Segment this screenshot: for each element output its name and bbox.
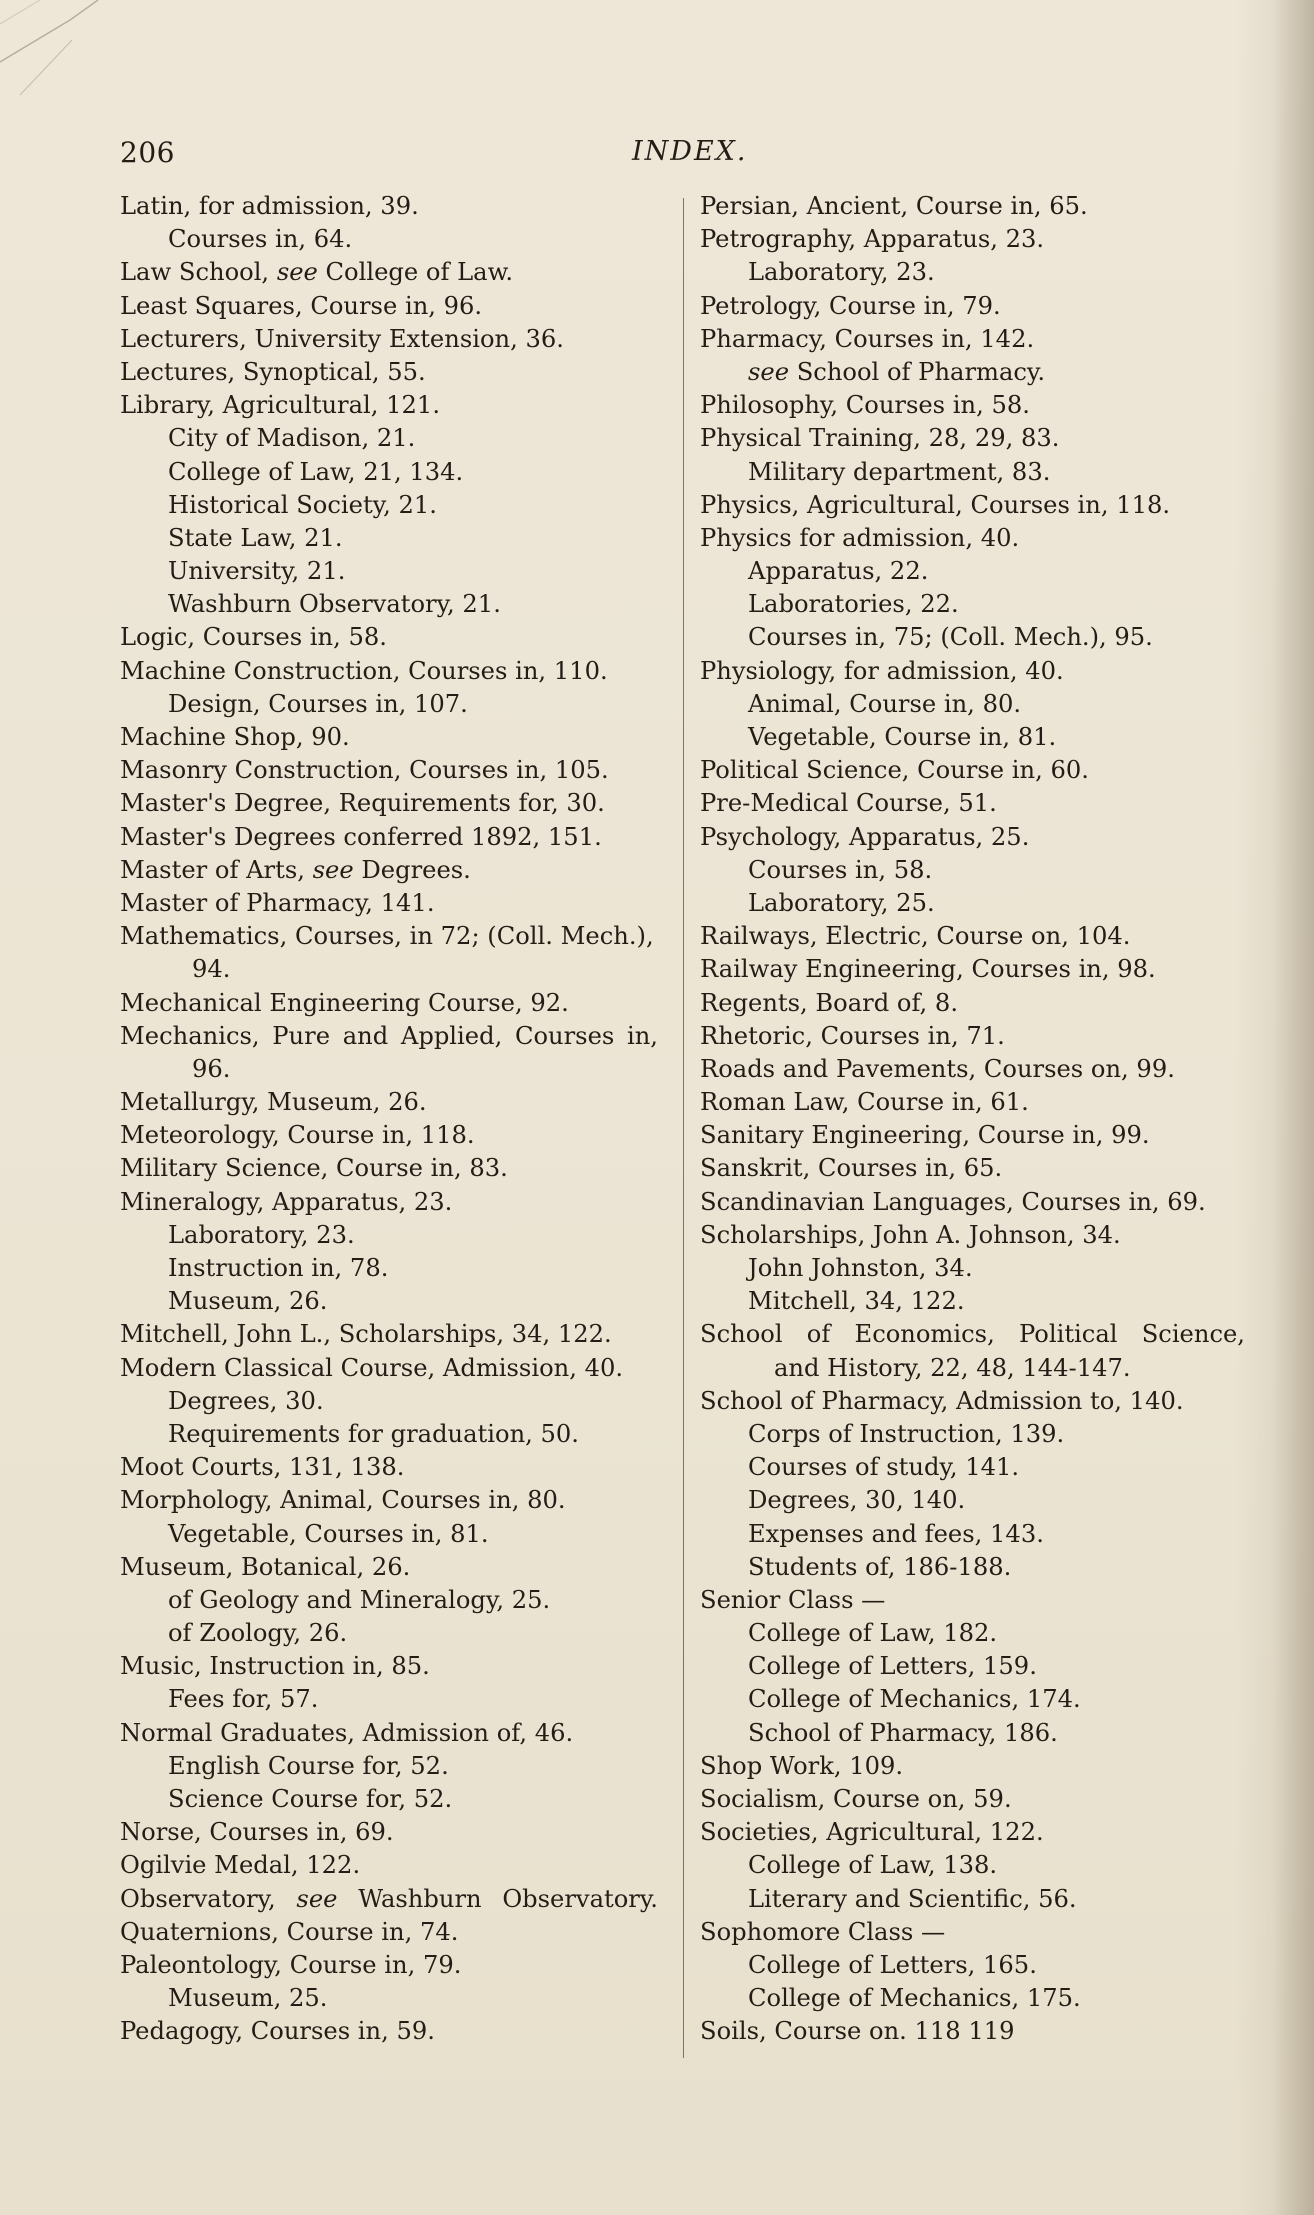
- index-entry: [700, 1318, 1245, 1351]
- index-entry: [120, 1484, 680, 1517]
- entry-text: Physics for admission, 40.: [700, 523, 1020, 552]
- index-entry: [700, 356, 1260, 389]
- entry-text: Moot Courts, 131, 138.: [120, 1453, 405, 1482]
- entry-text: Physiology, for admission, 40.: [700, 656, 1064, 685]
- entry-text: Sanskrit, Courses in, 65.: [700, 1154, 1003, 1183]
- index-entry: [120, 1053, 680, 1086]
- index-entry: [700, 323, 1260, 356]
- index-entry: [700, 489, 1260, 522]
- entry-text: Master of Arts,: [120, 855, 313, 884]
- entry-text: Soils, Course on. 118 119: [700, 2017, 1015, 2046]
- index-entry: [120, 1086, 680, 1119]
- entry-see-reference: see: [276, 258, 318, 287]
- index-entry: [700, 1849, 1260, 1882]
- entry-text: Machine Shop, 90.: [120, 723, 350, 751]
- entry-text: Fees for, 57.: [168, 1685, 319, 1714]
- entry-text: of Zoology, 26.: [168, 1619, 348, 1648]
- entry-text: Roads and Pavements, Courses on, 99.: [700, 1054, 1175, 1083]
- index-entry: [120, 1285, 680, 1318]
- entry-text: College of Mechanics, 175.: [748, 1984, 1081, 2013]
- index-entry: [700, 1119, 1260, 1152]
- entry-text: Pre-Medical Course, 51.: [700, 789, 997, 818]
- entry-text: College of Law, 182.: [748, 1619, 998, 1648]
- entry-text: Apparatus, 22.: [748, 557, 929, 586]
- entry-text: Physical Training, 28, 29, 83.: [700, 424, 1060, 453]
- entry-text: English Course for, 52.: [168, 1751, 449, 1780]
- entry-text: Machine Construction, Courses in, 110.: [120, 656, 608, 685]
- entry-text: Museum, 25.: [168, 1984, 328, 2013]
- entry-text: Metallurgy, Museum, 26.: [120, 1088, 427, 1117]
- entry-text: Historical Society, 21.: [168, 490, 437, 519]
- page-edge-shadow: [1272, 0, 1314, 2215]
- entry-text: Philosophy, Courses in, 58.: [700, 391, 1030, 420]
- index-entry: [700, 821, 1260, 854]
- entry-see-reference: see: [748, 357, 790, 386]
- entry-text: Military Science, Course in, 83.: [120, 1154, 508, 1183]
- entry-text: Lectures, Synoptical, 55.: [120, 357, 426, 386]
- entry-text: Persian, Ancient, Course in, 65.: [700, 192, 1088, 220]
- index-entry: [120, 190, 680, 223]
- entry-text: College of Mechanics, 174.: [748, 1685, 1081, 1714]
- entry-text: Latin, for admission, 39.: [120, 192, 419, 220]
- index-entry: [700, 1916, 1260, 1949]
- index-entry: [700, 2015, 1260, 2048]
- entry-text: Modern Classical Course, Admission, 40.: [120, 1353, 624, 1382]
- entry-text: Pedagogy, Courses in, 59.: [120, 2017, 435, 2046]
- index-entry: [120, 1750, 680, 1783]
- index-entry: [700, 1783, 1260, 1816]
- index-entry: [120, 1418, 680, 1451]
- entry-text: Normal Graduates, Admission of, 46.: [120, 1718, 574, 1747]
- entry-text: Mathematics, Courses, in 72; (Coll. Mech.),: [120, 922, 654, 951]
- index-entry: [120, 887, 680, 920]
- entry-text: Laboratory, 25.: [748, 888, 935, 917]
- index-entry: [700, 1650, 1260, 1683]
- entry-text: Senior Class —: [700, 1585, 886, 1614]
- index-entry: [700, 920, 1260, 953]
- entry-text: City of Madison, 21.: [168, 424, 416, 453]
- index-entry: [700, 223, 1260, 256]
- index-entry: [120, 1916, 680, 1949]
- index-entry: [120, 290, 680, 323]
- entry-text: Lecturers, University Extension, 36.: [120, 324, 564, 353]
- entry-text: Roman Law, Course in, 61.: [700, 1088, 1029, 1117]
- index-entry: [120, 1883, 658, 1916]
- index-entry: [700, 1285, 1260, 1318]
- index-entry: [700, 190, 1260, 223]
- entry-text: Laboratory, 23.: [168, 1220, 355, 1249]
- entry-text: Museum, Botanical, 26.: [120, 1552, 411, 1581]
- entry-see-reference: see: [312, 855, 354, 884]
- entry-text: Mitchell, John L., Scholarships, 34, 122.: [120, 1320, 612, 1349]
- index-entry: [120, 1717, 680, 1750]
- entry-text: Societies, Agricultural, 122.: [700, 1818, 1044, 1847]
- index-entry: [700, 1219, 1260, 1252]
- entry-see-reference: see: [296, 1884, 338, 1913]
- entry-text: Pharmacy, Courses in, 142.: [700, 324, 1035, 353]
- index-entry: [120, 1551, 680, 1584]
- index-entry: [120, 1451, 680, 1484]
- index-entry: [120, 1584, 680, 1617]
- index-entry: [700, 256, 1260, 289]
- index-entry: [120, 1683, 680, 1716]
- entry-text: Sophomore Class —: [700, 1917, 946, 1946]
- entry-text: Petrology, Course in, 79.: [700, 291, 1001, 320]
- entry-text: Literary and Scientific, 56.: [748, 1884, 1077, 1913]
- index-entry: [120, 1020, 658, 1053]
- entry-text: John Johnston, 34.: [748, 1254, 973, 1282]
- entry-text: Petrography, Apparatus, 23.: [700, 225, 1045, 254]
- index-entry: [120, 854, 680, 887]
- index-entry: [700, 1949, 1260, 1982]
- index-entry: [700, 1551, 1260, 1584]
- entry-text: Expenses and fees, 143.: [748, 1519, 1044, 1548]
- entry-text: Mechanics, Pure and Applied, Courses in,: [120, 1021, 658, 1050]
- index-entry: [700, 1883, 1260, 1916]
- index-entry: [700, 1617, 1260, 1650]
- entry-text: School of Pharmacy, 186.: [748, 1718, 1058, 1747]
- index-entry: [700, 389, 1260, 422]
- corner-crease-mark: [0, 0, 130, 110]
- entry-text: Railway Engineering, Courses in, 98.: [700, 955, 1156, 984]
- index-entry: [120, 1518, 680, 1551]
- entry-text: School of Pharmacy, Admission to, 140.: [700, 1386, 1184, 1415]
- index-entry: [120, 389, 680, 422]
- entry-text: 94.: [192, 955, 231, 984]
- index-entry: [700, 1816, 1260, 1849]
- entry-text: College of Letters, 165.: [748, 1950, 1037, 1979]
- entry-text: College of Law, 21, 134.: [168, 457, 464, 486]
- entry-text: Library, Agricultural, 121.: [120, 391, 441, 420]
- index-entry: [120, 1318, 680, 1351]
- column-divider: [683, 198, 684, 2058]
- entry-target-text: College of Law.: [317, 258, 514, 287]
- entry-text: of Geology and Mineralogy, 25.: [168, 1585, 551, 1614]
- index-entry: [120, 953, 680, 986]
- entry-text: Laboratory, 23.: [748, 258, 935, 287]
- index-entry: [700, 1053, 1260, 1086]
- index-entry: [120, 522, 680, 555]
- entry-text: Master's Degree, Requirements for, 30.: [120, 789, 605, 818]
- index-entry: [120, 588, 680, 621]
- index-entry: [120, 1119, 680, 1152]
- entry-target-text: Degrees.: [353, 855, 471, 884]
- entry-text: Logic, Courses in, 58.: [120, 623, 387, 652]
- entry-text: Psychology, Apparatus, 25.: [700, 822, 1030, 851]
- index-entry: [700, 1086, 1260, 1119]
- index-entry: [700, 422, 1260, 455]
- index-entry: [700, 621, 1260, 654]
- entry-text: Observatory,: [120, 1884, 297, 1913]
- entry-text: Museum, 26.: [168, 1287, 328, 1316]
- entry-text: Master's Degrees conferred 1892, 151.: [120, 822, 602, 851]
- index-entry: [120, 1617, 680, 1650]
- index-entry: [120, 655, 680, 688]
- index-entry: [700, 1717, 1260, 1750]
- index-entry: [120, 1982, 680, 2015]
- entry-text: College of Law, 138.: [748, 1851, 998, 1880]
- index-entry: [700, 555, 1260, 588]
- entry-text: Scandinavian Languages, Courses in, 69.: [700, 1187, 1206, 1216]
- index-entry: [700, 655, 1260, 688]
- index-entry: [700, 456, 1260, 489]
- index-entry: [120, 1186, 680, 1219]
- entry-text: Science Course for, 52.: [168, 1785, 453, 1813]
- index-entry: [700, 1518, 1260, 1551]
- entry-text: Norse, Courses in, 69.: [120, 1818, 394, 1847]
- index-entry: [700, 953, 1260, 986]
- index-entry: [120, 1152, 680, 1185]
- index-entry: [120, 1783, 680, 1816]
- index-entry: [700, 522, 1260, 555]
- entry-text: Least Squares, Course in, 96.: [120, 291, 483, 320]
- index-entry: [120, 489, 680, 522]
- entry-text: Design, Courses in, 107.: [168, 689, 468, 718]
- index-entry: [120, 688, 680, 721]
- entry-text: Students of, 186-188.: [748, 1552, 1012, 1581]
- entry-text: Vegetable, Courses in, 81.: [168, 1519, 489, 1548]
- index-entry: [700, 1418, 1260, 1451]
- index-entry: [120, 1352, 680, 1385]
- index-entry: [120, 821, 680, 854]
- index-entry: [120, 356, 680, 389]
- index-entry: [120, 787, 680, 820]
- entry-text: Physics, Agricultural, Courses in, 118.: [700, 490, 1171, 519]
- entry-text: Shop Work, 109.: [700, 1751, 904, 1780]
- entry-text: Requirements for graduation, 50.: [168, 1419, 579, 1448]
- index-entry: [120, 721, 680, 754]
- index-column-left: [120, 190, 680, 2049]
- entry-text: Military department, 83.: [748, 457, 1051, 486]
- index-entry: [120, 920, 680, 953]
- index-entry: [120, 1949, 680, 1982]
- entry-text: State Law, 21.: [168, 523, 343, 552]
- index-entry: [120, 422, 680, 455]
- index-entry: [120, 256, 680, 289]
- index-entry: [700, 1152, 1260, 1185]
- entry-text: Meteorology, Course in, 118.: [120, 1121, 475, 1150]
- entry-text: Quaternions, Course in, 74.: [120, 1917, 459, 1946]
- entry-text: Masonry Construction, Courses in, 105.: [120, 756, 609, 785]
- index-entry: [700, 887, 1260, 920]
- index-entry: [120, 1385, 680, 1418]
- entry-text: Regents, Board of, 8.: [700, 988, 959, 1017]
- index-entry: [700, 721, 1260, 754]
- index-entry: [120, 754, 680, 787]
- entry-text: School of Economics, Political Science,: [700, 1320, 1245, 1349]
- index-entry: [120, 1816, 680, 1849]
- running-head: INDEX.: [632, 136, 748, 167]
- index-column-right: [700, 190, 1260, 2049]
- index-entry: [120, 987, 680, 1020]
- index-entry: [120, 621, 680, 654]
- entry-text: and History, 22, 48, 144-147.: [774, 1353, 1131, 1382]
- entry-text: Master of Pharmacy, 141.: [120, 888, 435, 917]
- entry-text: Sanitary Engineering, Course in, 99.: [700, 1121, 1150, 1150]
- index-entry: [700, 1750, 1260, 1783]
- entry-text: Vegetable, Course in, 81.: [748, 723, 1057, 751]
- index-entry: [120, 323, 680, 356]
- entry-text: Paleontology, Course in, 79.: [120, 1950, 462, 1979]
- entry-text: Scholarships, John A. Johnson, 34.: [700, 1220, 1121, 1249]
- index-entry: [700, 987, 1260, 1020]
- entry-text: Mineralogy, Apparatus, 23.: [120, 1187, 453, 1216]
- entry-text: Ogilvie Medal, 122.: [120, 1851, 361, 1880]
- entry-text: Mitchell, 34, 122.: [748, 1287, 965, 1316]
- page-number: 206: [120, 136, 175, 169]
- entry-text: College of Letters, 159.: [748, 1652, 1037, 1681]
- entry-text: Rhetoric, Courses in, 71.: [700, 1021, 1005, 1050]
- index-entry: [700, 688, 1260, 721]
- index-entry: [700, 1385, 1260, 1418]
- entry-target-text: Washburn Observatory.: [337, 1884, 658, 1913]
- index-entry: [700, 588, 1260, 621]
- index-entry: [700, 854, 1260, 887]
- entry-text: Courses in, 58.: [748, 855, 933, 884]
- entry-text: Laboratories, 22.: [748, 590, 959, 619]
- index-entry: [700, 1451, 1260, 1484]
- entry-text: Music, Instruction in, 85.: [120, 1652, 430, 1681]
- entry-text: University, 21.: [168, 557, 346, 586]
- entry-text: Courses of study, 141.: [748, 1453, 1020, 1482]
- entry-text: Morphology, Animal, Courses in, 80.: [120, 1486, 566, 1515]
- entry-text: Instruction in, 78.: [168, 1254, 389, 1282]
- entry-text: Degrees, 30.: [168, 1386, 324, 1415]
- entry-text: Corps of Instruction, 139.: [748, 1419, 1065, 1448]
- entry-target-text: School of Pharmacy.: [789, 357, 1046, 386]
- index-entry: [700, 1584, 1260, 1617]
- index-entry: [700, 1186, 1260, 1219]
- index-entry: [120, 1650, 680, 1683]
- entry-text: Railways, Electric, Course on, 104.: [700, 922, 1131, 951]
- entry-text: Mechanical Engineering Course, 92.: [120, 988, 569, 1017]
- index-entry: [120, 456, 680, 489]
- index-entry: [700, 787, 1260, 820]
- index-entry: [120, 1849, 680, 1882]
- entry-text: Courses in, 64.: [168, 225, 353, 254]
- entry-text: Washburn Observatory, 21.: [168, 590, 501, 619]
- entry-text: Degrees, 30, 140.: [748, 1486, 966, 1515]
- index-entry: [700, 754, 1260, 787]
- entry-text: 96.: [192, 1054, 231, 1083]
- index-entry: [120, 2015, 680, 2048]
- index-entry: [120, 1219, 680, 1252]
- index-entry: [700, 1683, 1260, 1716]
- index-entry: [120, 1252, 680, 1285]
- index-entry: [120, 555, 680, 588]
- index-entry: [700, 1484, 1260, 1517]
- index-entry: [120, 223, 680, 256]
- entry-text: Animal, Course in, 80.: [748, 689, 1022, 718]
- entry-text: Political Science, Course in, 60.: [700, 756, 1089, 785]
- entry-text: Courses in, 75; (Coll. Mech.), 95.: [748, 623, 1153, 652]
- index-entry: [700, 290, 1260, 323]
- index-entry: [700, 1352, 1260, 1385]
- index-entry: [700, 1252, 1260, 1285]
- entry-text: Socialism, Course on, 59.: [700, 1785, 1012, 1813]
- index-entry: [700, 1982, 1260, 2015]
- index-entry: [700, 1020, 1260, 1053]
- entry-text: Law School,: [120, 258, 277, 287]
